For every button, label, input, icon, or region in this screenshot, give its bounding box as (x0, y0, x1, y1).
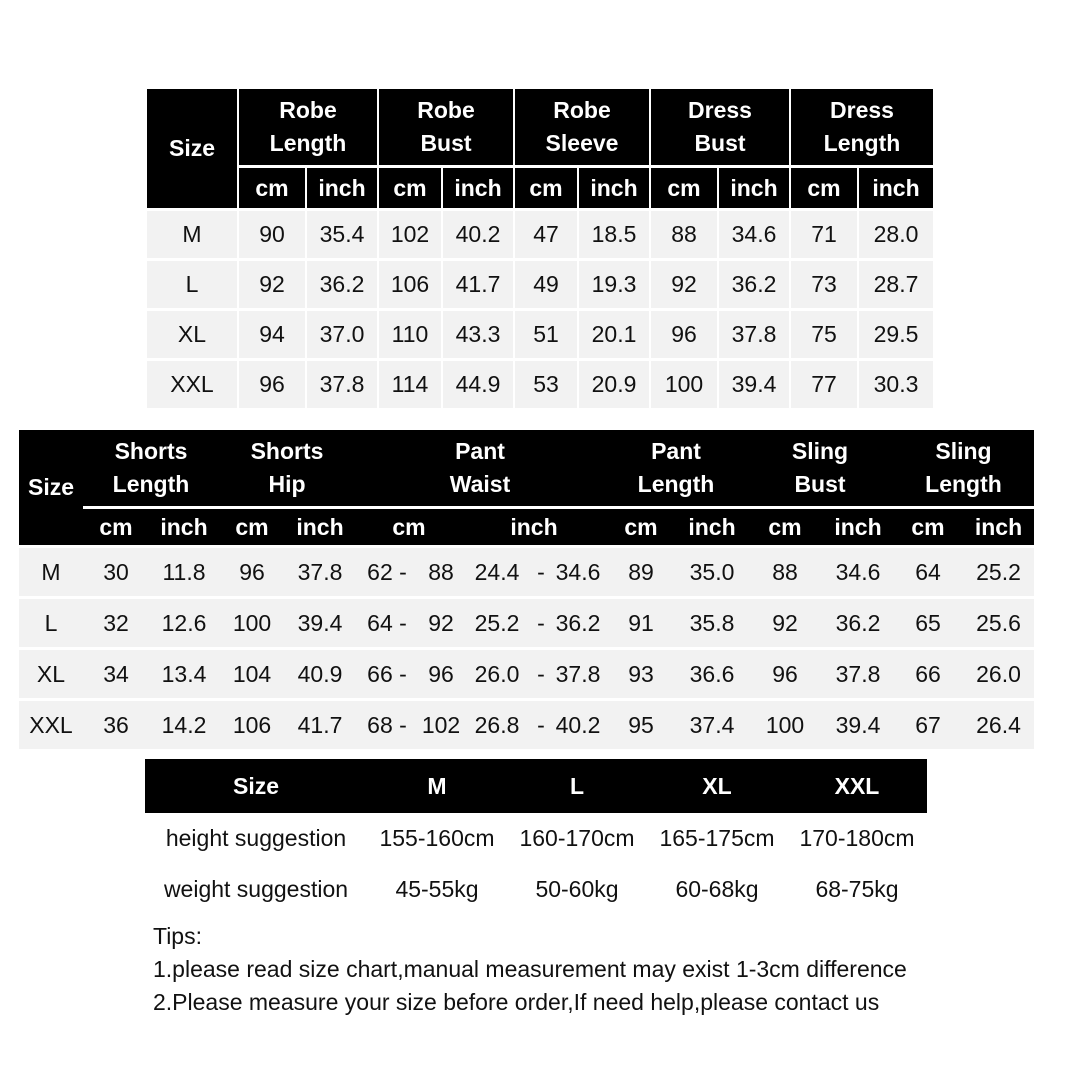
unit-inch: inch (307, 168, 377, 208)
size-cell: XXL (147, 361, 237, 408)
value-cell: 95 (605, 701, 677, 749)
value-cell: 65 (893, 599, 963, 647)
value-cell: 30.3 (859, 361, 933, 408)
value-cell: 37.8 (719, 311, 789, 358)
value-cell: 35.0 (677, 548, 747, 596)
value-cell: 43.3 (443, 311, 513, 358)
value-cell: 14.2 (149, 701, 219, 749)
table-row (145, 813, 927, 864)
value-cell: 73 (791, 261, 857, 308)
value-cell: 88 (419, 548, 463, 596)
value-cell: 36.2 (823, 599, 893, 647)
size-cell: XL (19, 650, 83, 698)
value-cell: 64 (893, 548, 963, 596)
value-cell: 12.6 (149, 599, 219, 647)
value-cell: 75 (791, 311, 857, 358)
unit-inch: inch (285, 509, 355, 545)
value-cell: 89 (605, 548, 677, 596)
table-row (147, 211, 933, 258)
value-cell: 165-175cm (647, 813, 787, 864)
value-cell: 25.2 (463, 599, 531, 647)
value-cell: 92 (239, 261, 305, 308)
value-cell: 26.4 (963, 701, 1034, 749)
unit-cm: cm (355, 509, 463, 545)
pant-waist-header: Pant Waist (355, 430, 605, 506)
value-cell: 35.4 (307, 211, 377, 258)
unit-inch: inch (443, 168, 513, 208)
value-cell: 25.6 (963, 599, 1034, 647)
value-cell: 49 (515, 261, 577, 308)
value-cell: 50-60kg (507, 864, 647, 915)
value-cell: 30 (83, 548, 149, 596)
size-header: Size (145, 759, 367, 813)
value-cell: 11.8 (149, 548, 219, 596)
value-cell: 19.3 (579, 261, 649, 308)
size-m-header: M (367, 759, 507, 813)
value-cell: 100 (747, 701, 823, 749)
table-row (147, 311, 933, 358)
value-cell: 37.4 (677, 701, 747, 749)
value-cell: 28.0 (859, 211, 933, 258)
value-cell: 92 (419, 599, 463, 647)
robe-dress-size-table (145, 86, 935, 411)
value-cell: 39.4 (285, 599, 355, 647)
value-cell: 53 (515, 361, 577, 408)
value-cell: - (531, 650, 551, 698)
size-l-header: L (507, 759, 647, 813)
value-cell: 39.4 (823, 701, 893, 749)
value-cell: 71 (791, 211, 857, 258)
value-cell: 66 - (355, 650, 419, 698)
value-cell: 88 (747, 548, 823, 596)
value-cell: 96 (747, 650, 823, 698)
unit-inch: inch (963, 509, 1034, 545)
value-cell: 40.2 (551, 701, 605, 749)
unit-cm: cm (379, 168, 441, 208)
value-cell: 91 (605, 599, 677, 647)
value-cell: 36 (83, 701, 149, 749)
value-cell: 34.6 (551, 548, 605, 596)
value-cell: 40.9 (285, 650, 355, 698)
value-cell: 36.2 (307, 261, 377, 308)
value-cell: 170-180cm (787, 813, 927, 864)
tips-title: Tips: (153, 923, 202, 949)
value-cell: 114 (379, 361, 441, 408)
value-cell: 28.7 (859, 261, 933, 308)
value-cell: 45-55kg (367, 864, 507, 915)
value-cell: 35.8 (677, 599, 747, 647)
value-cell: 94 (239, 311, 305, 358)
value-cell: 106 (219, 701, 285, 749)
unit-inch: inch (579, 168, 649, 208)
table-row (19, 650, 1034, 698)
value-cell: 102 (419, 701, 463, 749)
value-cell: 34.6 (823, 548, 893, 596)
value-cell: 155-160cm (367, 813, 507, 864)
unit-cm: cm (893, 509, 963, 545)
value-cell: 26.0 (463, 650, 531, 698)
unit-cm: cm (747, 509, 823, 545)
unit-inch: inch (677, 509, 747, 545)
value-cell: 36.2 (551, 599, 605, 647)
value-cell: 36.6 (677, 650, 747, 698)
value-cell: 25.2 (963, 548, 1034, 596)
value-cell: 77 (791, 361, 857, 408)
unit-inch: inch (463, 509, 605, 545)
value-cell: 29.5 (859, 311, 933, 358)
value-cell: 110 (379, 311, 441, 358)
value-cell: 26.0 (963, 650, 1034, 698)
value-cell: 96 (651, 311, 717, 358)
unit-cm: cm (605, 509, 677, 545)
unit-cm: cm (791, 168, 857, 208)
value-cell: 106 (379, 261, 441, 308)
tip-line: 2.Please measure your size before order,If need help,please contact us (153, 989, 880, 1015)
size-cell: L (147, 261, 237, 308)
value-cell: 39.4 (719, 361, 789, 408)
value-cell: 60-68kg (647, 864, 787, 915)
value-cell: 13.4 (149, 650, 219, 698)
unit-cm: cm (651, 168, 717, 208)
tip-line: 1.please read size chart,manual measurement may exist 1-3cm difference (153, 956, 907, 982)
value-cell: 37.8 (551, 650, 605, 698)
value-cell: 44.9 (443, 361, 513, 408)
pant-length-header: Pant Length (605, 430, 747, 506)
value-cell: 100 (219, 599, 285, 647)
value-cell: 41.7 (285, 701, 355, 749)
value-cell: 37.8 (285, 548, 355, 596)
value-cell: 90 (239, 211, 305, 258)
row-label: weight suggestion (145, 864, 367, 915)
unit-inch: inch (149, 509, 219, 545)
value-cell: 41.7 (443, 261, 513, 308)
table-row (19, 701, 1034, 749)
value-cell: 67 (893, 701, 963, 749)
value-cell: 24.4 (463, 548, 531, 596)
size-xxl-header: XXL (787, 759, 927, 813)
value-cell: 36.2 (719, 261, 789, 308)
value-cell: 93 (605, 650, 677, 698)
size-cell: L (19, 599, 83, 647)
value-cell: 40.2 (443, 211, 513, 258)
value-cell: 68 - (355, 701, 419, 749)
unit-inch: inch (859, 168, 933, 208)
value-cell: 96 (239, 361, 305, 408)
row-label: height suggestion (145, 813, 367, 864)
dress-length-header: Dress Length (791, 89, 933, 165)
value-cell: 37.0 (307, 311, 377, 358)
value-cell: 104 (219, 650, 285, 698)
value-cell: 100 (651, 361, 717, 408)
size-xl-header: XL (647, 759, 787, 813)
value-cell: 64 - (355, 599, 419, 647)
robe-bust-header: Robe Bust (379, 89, 513, 165)
value-cell: 32 (83, 599, 149, 647)
value-cell: 66 (893, 650, 963, 698)
value-cell: 51 (515, 311, 577, 358)
unit-inch: inch (823, 509, 893, 545)
size-cell: M (19, 548, 83, 596)
value-cell: - (531, 599, 551, 647)
value-cell: 96 (219, 548, 285, 596)
value-cell: 26.8 (463, 701, 531, 749)
value-cell: 37.8 (307, 361, 377, 408)
unit-cm: cm (239, 168, 305, 208)
size-cell: XXL (19, 701, 83, 749)
unit-cm: cm (515, 168, 577, 208)
value-cell: - (531, 548, 551, 596)
dress-bust-header: Dress Bust (651, 89, 789, 165)
value-cell: 92 (651, 261, 717, 308)
value-cell: 96 (419, 650, 463, 698)
table-row (19, 548, 1034, 596)
value-cell: 20.9 (579, 361, 649, 408)
unit-inch: inch (719, 168, 789, 208)
value-cell: 92 (747, 599, 823, 647)
size-cell: XL (147, 311, 237, 358)
size-cell: M (147, 211, 237, 258)
robe-sleeve-header: Robe Sleeve (515, 89, 649, 165)
table-row (147, 361, 933, 408)
value-cell: - (531, 701, 551, 749)
unit-cm: cm (83, 509, 149, 545)
unit-cm: cm (219, 509, 285, 545)
value-cell: 88 (651, 211, 717, 258)
tips-section (153, 920, 907, 1019)
sling-bust-header: Sling Bust (747, 430, 893, 506)
table-row (19, 599, 1034, 647)
size-header: Size (19, 430, 83, 545)
value-cell: 20.1 (579, 311, 649, 358)
shorts-pant-sling-size-table (19, 427, 1034, 752)
value-cell: 34.6 (719, 211, 789, 258)
value-cell: 68-75kg (787, 864, 927, 915)
shorts-length-header: Shorts Length (83, 430, 219, 506)
value-cell: 34 (83, 650, 149, 698)
table-row (147, 261, 933, 308)
value-cell: 47 (515, 211, 577, 258)
value-cell: 62 - (355, 548, 419, 596)
height-weight-suggestion-table (145, 759, 927, 915)
value-cell: 102 (379, 211, 441, 258)
table-row (145, 864, 927, 915)
robe-length-header: Robe Length (239, 89, 377, 165)
value-cell: 160-170cm (507, 813, 647, 864)
sling-length-header: Sling Length (893, 430, 1034, 506)
value-cell: 18.5 (579, 211, 649, 258)
value-cell: 37.8 (823, 650, 893, 698)
size-header: Size (147, 89, 237, 208)
shorts-hip-header: Shorts Hip (219, 430, 355, 506)
